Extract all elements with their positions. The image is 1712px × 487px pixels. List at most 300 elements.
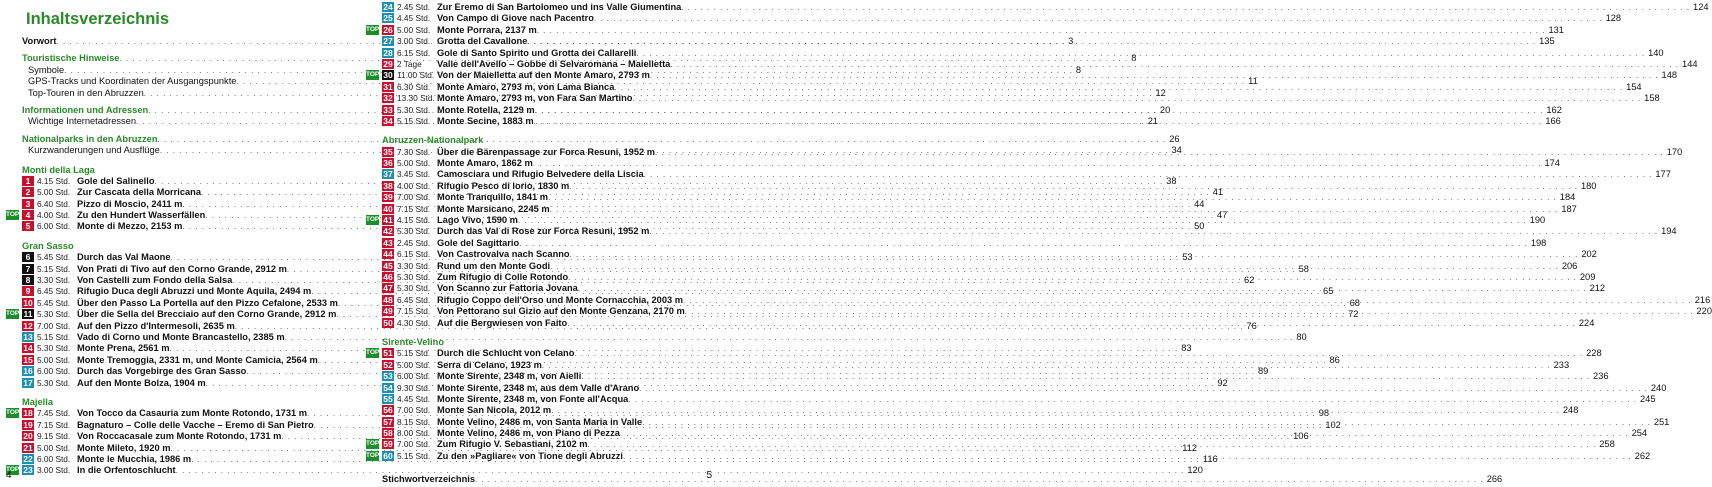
tour-title: Bagnaturo – Colle delle Vacche – Eremo di San Pietro xyxy=(77,419,314,430)
tour-title: Von Campo di Giove nach Pacentro xyxy=(437,13,594,24)
tour-page: 184 xyxy=(1559,192,1576,203)
tour-page: 154 xyxy=(1626,81,1642,92)
tour-number-badge: 26 xyxy=(383,24,393,35)
tour-title: Von der Maielletta auf den Monte Amaro, 2793 m xyxy=(437,70,650,81)
tour-number-badge: 33 xyxy=(383,104,393,115)
tour-number-badge: 13 xyxy=(23,331,33,342)
tour-page: 233 xyxy=(1553,359,1570,370)
leader-dots xyxy=(636,48,1645,59)
tour-duration: 5.00 Std. xyxy=(397,24,431,35)
tour-title: Monte Amaro, 2793 m, von Lama Bianca xyxy=(437,81,615,92)
tour-title: Monte di Mezzo, 2153 m xyxy=(77,221,183,232)
tour-duration: 5.45 Std. xyxy=(37,297,71,308)
tour-number-badge: 57 xyxy=(383,416,393,427)
toc-entry-title: Nationalparks in den Abruzzen xyxy=(22,133,158,144)
tour-duration: 6.45 Std. xyxy=(37,286,71,297)
tour-duration: 9.30 Std. xyxy=(397,382,431,393)
tour-entry[interactable] xyxy=(366,70,1678,81)
tour-title: Zum Rifugio V. Sebastiani, 2102 m xyxy=(437,439,588,450)
leader-dots xyxy=(533,158,1542,169)
tour-number-badge: 43 xyxy=(383,237,393,248)
tour-page: 209 xyxy=(1579,271,1596,282)
tour-entry[interactable] xyxy=(382,2,1709,13)
tour-number-badge: 44 xyxy=(383,249,393,260)
tour-duration: 5.30 Std. xyxy=(397,226,431,237)
tour-title: Durch das Val di Rose zur Forca Resuni, 1952 m xyxy=(437,226,650,237)
tour-page: 158 xyxy=(1644,93,1660,104)
leader-dots xyxy=(614,82,1623,93)
toc-entry-title: Top-Touren in den Abruzzen xyxy=(28,87,144,98)
tour-title: Von Scanno zur Fattoria Jovana xyxy=(437,283,578,294)
tour-title: Rifugio Duca degli Abruzzi und Monte Aquila, 2494 m xyxy=(77,286,312,297)
tour-number-badge: 23 xyxy=(23,465,33,476)
tour-page: 236 xyxy=(1593,371,1609,382)
tour-entry[interactable] xyxy=(366,24,1564,36)
tour-title: Monte Amaro, 1862 m xyxy=(437,158,533,169)
tour-title: Vado di Corno und Monte Brancastello, 2385 m xyxy=(77,331,285,342)
toc-entry-page: 8 xyxy=(1131,53,1137,64)
top-tour-badge: TOP xyxy=(6,310,20,318)
tour-page: 144 xyxy=(1682,58,1698,69)
tour-number-badge: 59 xyxy=(383,439,393,450)
tour-duration: 7.45 Std. xyxy=(37,408,71,419)
leader-dots xyxy=(623,451,1632,462)
tour-title: Gole di Santo Spirito und Grotta dei Callarelli xyxy=(437,47,637,58)
tour-page: 44 xyxy=(1194,198,1205,209)
tour-page: 220 xyxy=(1696,306,1712,317)
tour-page: 89 xyxy=(1258,366,1269,377)
tour-title: Monte Velino, 2486 m, von Santa Maria in Valle xyxy=(437,416,643,427)
tour-number-badge: 51 xyxy=(383,348,393,359)
page-number-left: 4 xyxy=(6,470,12,481)
leader-dots xyxy=(681,2,1690,13)
tour-number-badge: 22 xyxy=(23,453,33,464)
leader-dots xyxy=(534,116,1543,127)
tour-duration: 5.30 Std. xyxy=(37,343,71,354)
tour-duration: 3.00 Std. xyxy=(37,465,71,476)
tour-entry[interactable] xyxy=(382,158,1560,169)
leader-dots xyxy=(568,272,1577,283)
tour-number-badge: 31 xyxy=(383,81,393,92)
tour-page: 41 xyxy=(1212,187,1224,198)
tour-number-badge: 14 xyxy=(23,343,33,354)
tour-page: 58 xyxy=(1298,263,1309,274)
tour-number-badge: 12 xyxy=(23,320,33,331)
tour-page: 206 xyxy=(1561,260,1578,271)
tour-number-badge: 9 xyxy=(22,286,34,296)
tour-page: 180 xyxy=(1580,180,1597,191)
leader-dots xyxy=(628,394,1637,405)
tour-duration: 13.30 Std. xyxy=(397,93,435,104)
tour-duration: 5.15 Std. xyxy=(397,348,431,359)
tour-page: 38 xyxy=(1166,175,1177,186)
tour-title: Monte Secine, 1883 m xyxy=(437,115,534,126)
tour-page: 102 xyxy=(1325,419,1341,430)
tour-number-badge: 19 xyxy=(23,419,33,430)
tour-title: Rund um den Monte Godi xyxy=(437,260,551,271)
tour-number-badge: 58 xyxy=(383,428,393,439)
toc-entry-title: Kurzwanderungen und Ausflüge xyxy=(28,145,160,156)
tour-page: 202 xyxy=(1581,249,1597,260)
tour-title: Rifugio Pesco di Iorio, 1830 m xyxy=(437,180,570,191)
tour-page: 262 xyxy=(1634,450,1651,461)
toc-entry-page: 26 xyxy=(1169,133,1180,144)
top-tour-badge: TOP xyxy=(366,349,380,357)
leader-dots xyxy=(588,439,1597,450)
leader-dots xyxy=(548,192,1557,203)
tour-page: 68 xyxy=(1349,297,1360,308)
tour-page: 258 xyxy=(1599,439,1615,450)
tour-duration: 7.15 Std. xyxy=(397,203,431,214)
tour-page: 98 xyxy=(1318,408,1330,419)
tour-page: 62 xyxy=(1244,275,1255,286)
tour-title: Von Pettorano sul Gizio auf den Monte Genzana, 2170 m xyxy=(437,306,685,317)
tour-number-badge: 50 xyxy=(383,317,393,328)
tour-title: Monte Prena, 2561 m xyxy=(77,343,170,354)
leader-dots xyxy=(574,348,1583,359)
top-tour-badge: TOP xyxy=(6,466,20,474)
tour-number-badge: 45 xyxy=(383,260,393,271)
tour-page: 131 xyxy=(1548,24,1564,35)
tour-duration: 5.30 Std. xyxy=(397,271,431,282)
tour-duration: 5.15 Std. xyxy=(37,263,71,274)
toc-entry-title: Stichwortverzeichnis xyxy=(382,474,475,485)
leader-dots xyxy=(644,169,1653,180)
tour-duration: 6.15 Std. xyxy=(397,249,431,260)
toc-entry-page: 11 xyxy=(1248,76,1258,87)
tour-title: Auf die Bergwiesen von Faito xyxy=(437,317,568,328)
leader-dots xyxy=(551,405,1560,416)
leader-dots xyxy=(649,226,1658,237)
tour-title: Monte Marsicano, 2245 m xyxy=(437,203,550,214)
toc-entry-title: GPS-Tracks und Koordinaten der Ausgangspunkte xyxy=(28,76,237,87)
tour-page: 190 xyxy=(1529,215,1546,226)
tour-title: Zu den »Pagliare« von Tione degli Abruzzi xyxy=(437,450,623,461)
tour-duration: 5.00 Std. xyxy=(37,187,71,198)
tour-number-badge: 32 xyxy=(383,93,393,104)
tour-page: 148 xyxy=(1661,70,1678,81)
toc-entry-title: Touristische Hinweise xyxy=(22,53,120,64)
tour-title: Von Prati di Tivo auf den Corno Grande, 2912 m xyxy=(77,263,287,274)
tour-page: 240 xyxy=(1650,382,1667,393)
tour-number-badge: 6 xyxy=(22,252,34,262)
tour-duration: 7.00 Std. xyxy=(397,439,431,450)
tour-title: Durch die Schlucht von Celano xyxy=(437,348,575,359)
tour-duration: 7.00 Std. xyxy=(397,405,431,416)
tour-title: Monte le Mucchia, 1986 m xyxy=(77,453,192,464)
leader-dots xyxy=(550,261,1559,272)
tour-number-badge: 53 xyxy=(383,371,393,382)
tour-number-badge: 35 xyxy=(383,146,393,157)
tour-entry[interactable] xyxy=(382,58,1698,70)
tour-page: 72 xyxy=(1348,309,1359,320)
top-tour-badge: TOP xyxy=(366,216,380,224)
tour-page: 245 xyxy=(1640,393,1656,404)
tour-duration: 3.45 Std. xyxy=(397,169,431,180)
tour-duration: 6.45 Std. xyxy=(397,294,431,305)
tour-title: Von Castrovalva nach Scanno xyxy=(437,249,570,260)
page-title: Inhaltsverzeichnis xyxy=(26,10,170,28)
tour-page: 135 xyxy=(1539,36,1555,47)
tour-duration: 5.15 Std. xyxy=(397,450,431,461)
tour-duration: 3.30 Std. xyxy=(37,275,71,286)
tour-page: 194 xyxy=(1661,226,1677,237)
leader-dots xyxy=(475,474,1484,485)
tour-number-badge: 5 xyxy=(22,221,34,231)
toc-entry-page: 20 xyxy=(1159,104,1171,115)
tour-title: Grotta del Cavallone xyxy=(437,36,528,47)
tour-duration: 4.15 Std. xyxy=(37,175,71,186)
tour-page: 248 xyxy=(1562,405,1579,416)
tour-duration: 6.00 Std. xyxy=(397,371,431,382)
tour-duration: 5.30 Std. xyxy=(397,283,431,294)
tour-title: In die Orfentoschlucht xyxy=(77,465,176,476)
tour-duration: 4.45 Std. xyxy=(397,13,431,24)
tour-page: 174 xyxy=(1544,158,1560,169)
tour-title: Auf den Monte Bolza, 1904 m xyxy=(77,377,206,388)
tour-duration: 5.00 Std. xyxy=(397,158,431,169)
leader-dots xyxy=(655,147,1664,158)
leader-dots xyxy=(670,59,1679,70)
leader-dots xyxy=(542,360,1551,371)
tour-page: 166 xyxy=(1545,115,1561,126)
tour-number-badge: 42 xyxy=(383,226,393,237)
tour-entry[interactable] xyxy=(382,36,1555,47)
tour-number-badge: 34 xyxy=(383,115,393,126)
tour-number-badge: 24 xyxy=(383,2,393,12)
section-heading: Sirente-Velino xyxy=(382,336,444,347)
tour-title: Monte Mileto, 1920 m xyxy=(77,442,171,453)
spacer xyxy=(382,127,715,133)
tour-page: 80 xyxy=(1296,331,1307,342)
tour-duration: 6.40 Std. xyxy=(37,198,71,209)
top-tour-badge: TOP xyxy=(6,211,20,219)
top-tour-badge: TOP xyxy=(366,25,380,33)
leader-dots xyxy=(685,306,1694,317)
tour-duration: 8.15 Std. xyxy=(397,416,431,427)
tour-page: 228 xyxy=(1586,348,1602,359)
tour-number-badge: 48 xyxy=(383,294,393,305)
leader-dots xyxy=(535,105,1544,116)
tour-number-badge: 46 xyxy=(383,271,393,282)
tour-page: 116 xyxy=(1202,453,1218,464)
tour-number-badge: 30 xyxy=(383,70,393,81)
tour-page: 128 xyxy=(1605,13,1622,24)
tour-duration: 6.00 Std. xyxy=(37,221,71,232)
tour-duration: 2.45 Std. xyxy=(397,237,431,248)
toc-entry-page: 12 xyxy=(1155,87,1166,98)
tour-number-badge: 21 xyxy=(23,442,33,453)
leader-dots xyxy=(578,283,1587,294)
tour-duration: 5.00 Std. xyxy=(37,354,71,365)
tour-page: 112 xyxy=(1182,442,1198,453)
tour-title: Monte Amaro, 2793 m, von Fara San Martino xyxy=(437,93,633,104)
tour-number-badge: 1 xyxy=(22,176,34,186)
tour-page: 124 xyxy=(1693,2,1709,12)
tour-page: 65 xyxy=(1323,286,1334,297)
tour-entry[interactable] xyxy=(382,47,1664,59)
tour-duration: 4.00 Std. xyxy=(37,210,71,221)
leader-dots xyxy=(570,249,1579,260)
tour-number-badge: 36 xyxy=(383,158,393,169)
tour-number-badge: 52 xyxy=(383,359,393,370)
tour-entry[interactable] xyxy=(382,180,1597,192)
page-number-right: 5 xyxy=(706,470,712,481)
toc-entry-title: Wichtige Internetadressen xyxy=(28,116,137,127)
tour-duration: 3.00 Std. xyxy=(397,36,431,47)
tour-number-badge: 40 xyxy=(383,203,393,214)
tour-duration: 5.30 Std. xyxy=(397,104,431,115)
top-tour-badge: TOP xyxy=(366,451,380,459)
tour-duration: 7.15 Std. xyxy=(37,419,71,430)
tour-title: Monte San Nicola, 2012 m xyxy=(437,405,552,416)
tour-duration: 5.30 Std. xyxy=(37,377,71,388)
tour-duration: 2.45 Std. xyxy=(397,2,431,12)
tour-title: Zur Cascata della Morricana xyxy=(77,187,202,198)
toc-entry-title: Symbole xyxy=(28,64,65,75)
tour-title: Pizzo di Moscio, 2411 m xyxy=(77,198,183,209)
tour-title: Monte Sirente, 2348 m, von Aielli xyxy=(437,371,582,382)
tour-page: 224 xyxy=(1578,317,1595,328)
section-heading: Gran Sasso xyxy=(22,240,74,251)
tour-title: Zur Eremo di San Bartolomeo und ins Valle Giumentina xyxy=(437,2,682,12)
leader-dots xyxy=(519,238,1528,249)
toc-entry-page: 3 xyxy=(1068,36,1074,46)
tour-duration: 6.15 Std. xyxy=(397,47,431,58)
leader-dots xyxy=(537,25,1546,36)
section-heading: Abruzzen-Nationalpark xyxy=(382,135,484,146)
leader-dots xyxy=(567,318,1576,329)
tour-duration: 6.00 Std. xyxy=(37,366,71,377)
toc-entry-title: Informationen und Adressen xyxy=(22,104,149,115)
tour-duration: 7.15 Std. xyxy=(397,306,431,317)
tour-entry[interactable] xyxy=(382,192,1576,203)
tour-duration: 5.00 Std. xyxy=(397,359,431,370)
tour-title: Durch das Vorgebirge des Gran Sasso xyxy=(77,366,247,377)
tour-number-badge: 10 xyxy=(23,297,33,308)
tour-title: Über die Sella del Brecciaio auf den Corno Grande, 2912 m xyxy=(77,309,337,320)
leader-dots xyxy=(632,93,1641,104)
tour-duration: 4.00 Std. xyxy=(397,180,431,191)
top-tour-badge: TOP xyxy=(366,71,380,79)
tour-title: Von Roccacasale zum Monte Rotondo, 1731 m xyxy=(77,431,282,442)
toc-entry-page: 21 xyxy=(1147,116,1159,127)
leader-dots xyxy=(620,428,1629,439)
tour-page: 216 xyxy=(1694,294,1711,305)
tour-page: 254 xyxy=(1631,428,1648,439)
tour-page: 47 xyxy=(1217,210,1228,221)
tour-title: Monte Rotella, 2129 m xyxy=(437,104,535,115)
tour-page: 170 xyxy=(1666,146,1683,157)
tour-number-badge: 7 xyxy=(22,264,34,274)
tour-title: Monte Porrara, 2137 m xyxy=(437,24,537,35)
top-tour-badge: TOP xyxy=(6,409,20,417)
spacer xyxy=(22,157,347,163)
spacer xyxy=(22,233,347,239)
tour-title: Valle dell'Avello – Gobbe di Selvaromana – Maielletta xyxy=(437,58,671,69)
toc-entry-index[interactable] xyxy=(382,474,1503,485)
tour-number-badge: 27 xyxy=(383,36,393,47)
tour-page: 50 xyxy=(1194,221,1205,232)
tour-page: 187 xyxy=(1561,203,1577,214)
leader-dots xyxy=(550,204,1559,215)
tour-title: Rifugio Coppo dell'Orso und Monte Cornacchia, 2003 m xyxy=(437,294,684,305)
tour-page: 92 xyxy=(1217,377,1228,388)
tour-page: 86 xyxy=(1329,354,1340,365)
tour-entry[interactable] xyxy=(382,13,1622,24)
tour-page: 83 xyxy=(1181,343,1192,354)
tour-duration: 6.00 Std. xyxy=(37,453,71,464)
section-heading: Majella xyxy=(22,396,54,407)
leader-dots xyxy=(642,417,1651,428)
toc-entry-page: 34 xyxy=(1171,145,1182,156)
tour-number-badge: 28 xyxy=(383,47,393,58)
tour-entry[interactable] xyxy=(6,465,1203,476)
tour-duration: 5.00 Std. xyxy=(37,442,71,453)
tour-duration: 5.15 Std. xyxy=(397,115,431,126)
tour-title: Monte Velino, 2486 m, von Piano di Pezza xyxy=(437,428,620,439)
tour-duration: 4.15 Std. xyxy=(397,215,431,226)
tour-title: Monte Tranquillo, 1841 m xyxy=(437,192,549,203)
tour-number-badge: 15 xyxy=(23,354,33,365)
tour-number-badge: 37 xyxy=(383,169,393,180)
tour-number-badge: 25 xyxy=(383,13,393,24)
tour-number-badge: 2 xyxy=(22,187,34,197)
tour-title: Monte Sirente, 2348 m, aus dem Valle d'Arano xyxy=(437,382,640,393)
tour-number-badge: 3 xyxy=(22,199,34,209)
tour-number-badge: 17 xyxy=(23,377,33,388)
tour-title: Auf den Pizzo d'Intermesoli, 2635 m xyxy=(77,320,235,331)
tour-number-badge: 4 xyxy=(22,210,34,220)
tour-page: 251 xyxy=(1653,416,1670,427)
tour-entry[interactable] xyxy=(382,237,1547,249)
toc-entry-title: Vorwort xyxy=(22,36,57,46)
tour-duration: 8.00 Std. xyxy=(397,428,431,439)
tour-number-badge: 55 xyxy=(383,393,393,404)
tour-page: 53 xyxy=(1182,252,1193,263)
tour-title: Serra di Celano, 1923 m xyxy=(437,359,542,370)
tour-title: Monte Tremoggia, 2331 m, und Monte Camicia, 2564 m xyxy=(77,354,318,365)
tour-entry[interactable] xyxy=(382,93,1660,104)
tour-title: Durch das Val Maone xyxy=(77,252,171,263)
tour-entry[interactable] xyxy=(382,169,1671,180)
tour-title: Gole del Sagittario xyxy=(437,237,520,248)
tour-entry[interactable] xyxy=(382,393,1656,405)
top-tour-badge: TOP xyxy=(366,440,380,448)
tour-number-badge: 16 xyxy=(23,366,33,377)
tour-number-badge: 29 xyxy=(383,58,393,69)
tour-number-badge: 38 xyxy=(383,180,393,191)
tour-duration: 5.45 Std. xyxy=(37,252,71,263)
tour-duration: 5.15 Std. xyxy=(37,331,71,342)
section-heading: Monti della Laga xyxy=(22,164,95,175)
tour-number-badge: 56 xyxy=(383,405,393,416)
tour-number-badge: 18 xyxy=(23,408,33,419)
tour-number-badge: 47 xyxy=(383,283,393,294)
leader-dots xyxy=(581,371,1590,382)
tour-page: 177 xyxy=(1655,169,1671,180)
leader-dots xyxy=(527,36,1536,47)
tour-duration: 5.30 Std. xyxy=(37,309,71,320)
tour-duration: 9.15 Std. xyxy=(37,431,71,442)
tour-page: 106 xyxy=(1293,431,1309,442)
tour-number-badge: 54 xyxy=(383,382,393,393)
tour-duration: 7.00 Std. xyxy=(397,192,431,203)
tour-title: Monte Sirente, 2348 m, von Fonte all'Acqua xyxy=(437,393,629,404)
tour-number-badge: 60 xyxy=(383,450,393,461)
toc-entry-page: 8 xyxy=(1075,64,1082,75)
leader-dots xyxy=(594,13,1603,24)
